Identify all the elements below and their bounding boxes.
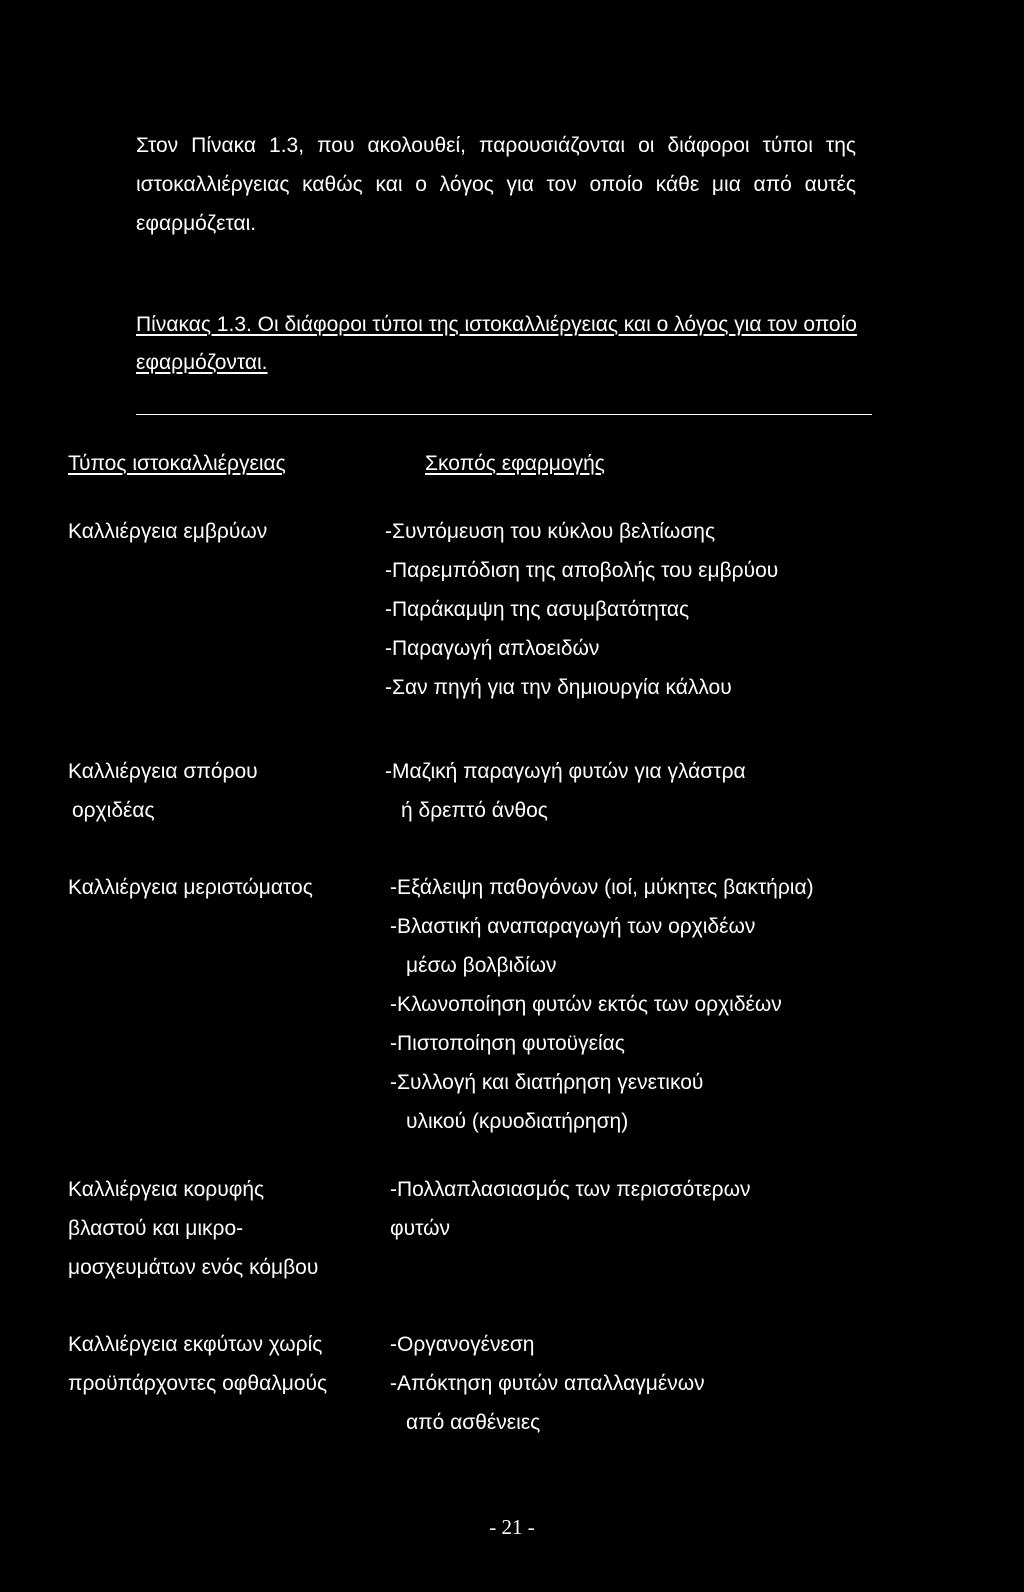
purpose-line: από ασθένειες [406,1411,541,1434]
purpose-line: -Σαν πηγή για την δημιουργία κάλλου [385,676,732,699]
purpose-line: -Κλωνοποίηση φυτών εκτός των ορχιδέων [390,993,782,1016]
purpose-line: υλικού (κρυοδιατήρηση) [406,1110,629,1133]
purpose-line: -Συλλογή και διατήρηση γενετικού [390,1071,704,1094]
type-line: βλαστού και μικρο- [68,1217,244,1240]
type-line: ορχιδέας [72,799,155,822]
page-number: - 21 - [489,1515,535,1539]
type-line: Καλλιέργεια μεριστώματος [68,876,313,899]
table-row-purpose [385,512,885,707]
table-header-type: Τύπος ιστοκαλλιέργειας [68,452,286,475]
type-line: Καλλιέργεια εκφύτων χωρίς [68,1333,323,1356]
purpose-line: φυτών [390,1217,450,1240]
table-row-purpose [385,752,885,830]
table-row-type [68,512,368,551]
table-top-rule [136,414,872,415]
purpose-line: ή δρεπτό άνθος [401,799,548,822]
purpose-line: -Μαζική παραγωγή φυτών για γλάστρα [385,760,746,783]
purpose-line: -Παραγωγή απλοειδών [385,637,600,660]
table-row-type [68,1170,368,1287]
purpose-line: -Πολλαπλασιασμός των περισσότερων [390,1178,751,1201]
type-line: μοσχευμάτων ενός κόμβου [68,1256,319,1279]
type-line: Καλλιέργεια κορυφής [68,1178,265,1201]
table-row-type [68,868,368,907]
purpose-line: -Βλαστική αναπαραγωγή των ορχιδέων [390,915,756,938]
table-caption: Πίνακας 1.3. Οι διάφοροι τύποι της ιστοκαλλιέργειας και ο λόγος για τον οποίο εφαρμόζονται. [136,313,857,374]
table-row-purpose [390,1325,890,1442]
type-line: Καλλιέργεια εμβρύων [68,520,268,543]
table-row-type [68,1325,368,1403]
purpose-line: -Απόκτηση φυτών απαλλαγμένων [390,1372,705,1395]
purpose-line: -Πιστοποίηση φυτοϋγείας [390,1032,625,1055]
table-row-purpose [390,1170,890,1248]
intro-paragraph: Στον Πίνακα 1.3, που ακολουθεί, παρουσιάζονται οι διάφοροι τύποι της ιστοκαλλιέργειας καθώς και ο λόγος για τον οποίο κάθε μια από αυτές εφαρμόζεται. [136,134,856,235]
type-line: προϋπάρχοντες οφθαλμούς [68,1372,328,1395]
purpose-line: -Συντόμευση του κύκλου βελτίωσης [385,520,716,543]
purpose-line: -Παράκαμψη της ασυμβατότητας [385,598,690,621]
purpose-line: μέσω βολβιδίων [406,954,557,977]
table-row-type [68,752,368,830]
purpose-line: -Οργανογένεση [390,1333,535,1356]
table-row-purpose [390,868,890,1141]
type-line: Καλλιέργεια σπόρου [68,760,258,783]
table-header-purpose: Σκοπός εφαρμογής [425,452,605,475]
purpose-line: -Παρεμπόδιση της αποβολής του εμβρύου [385,559,779,582]
purpose-line: -Εξάλειψη παθογόνων (ιοί, μύκητες βακτήρια) [390,876,814,899]
